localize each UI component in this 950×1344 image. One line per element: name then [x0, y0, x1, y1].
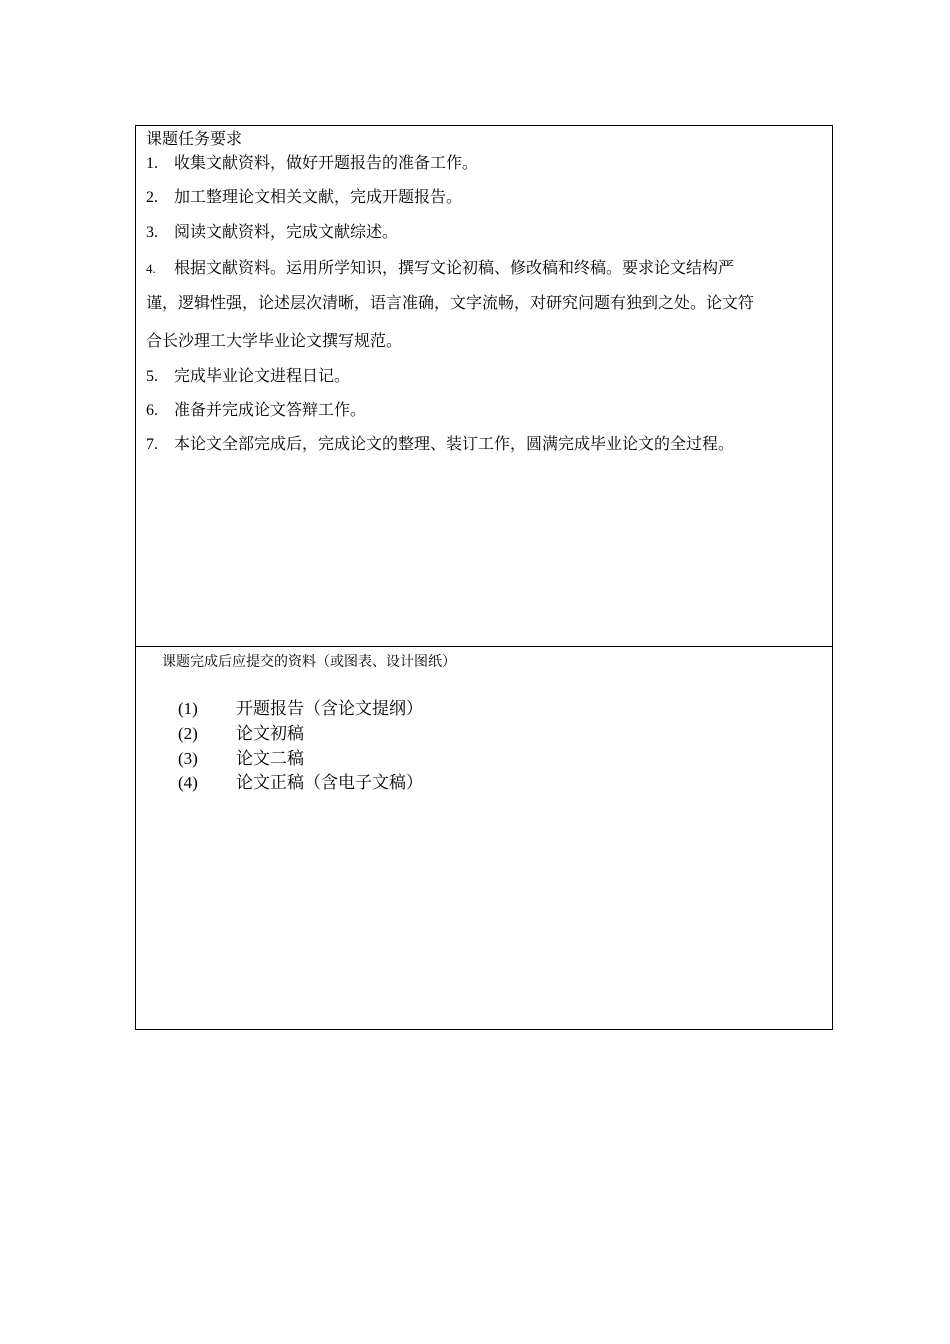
deliverables-heading: 课题完成后应提交的资料（或图表、设计图纸） [162, 654, 456, 670]
deliverable-text: 论文正稿（含电子文稿） [236, 773, 423, 793]
deliverable-text: 论文初稿 [236, 724, 304, 744]
requirement-number: 3. [146, 224, 158, 241]
requirement-item-4-line-2 [146, 293, 754, 313]
deliverable-item-1 [178, 698, 423, 720]
requirement-number: 4. [146, 261, 156, 276]
deliverable-number: (4) [178, 773, 198, 792]
requirement-number: 5. [146, 368, 158, 385]
deliverable-item-3 [178, 748, 304, 770]
deliverables-cell [136, 647, 832, 1029]
requirement-text: 收集文献资料，做好开题报告的准备工作。 [174, 153, 479, 172]
deliverable-number: (3) [178, 749, 198, 768]
task-requirements-cell [136, 126, 832, 647]
requirement-item-4-line-3 [146, 331, 402, 351]
requirement-text: 加工整理论文相关文献，完成开题报告。 [174, 187, 463, 206]
deliverable-number: (2) [178, 724, 198, 743]
requirement-item-5 [146, 366, 350, 387]
requirement-text: 准备并完成论文答辩工作。 [174, 400, 367, 419]
deliverable-item-2 [178, 723, 304, 745]
task-requirements-heading: 课题任务要求 [146, 129, 243, 148]
requirement-item-6 [146, 400, 366, 421]
deliverable-text: 论文二稿 [236, 749, 304, 769]
requirement-text: 阅读文献资料，完成文献综述。 [174, 222, 399, 241]
requirement-item-4-line-1 [146, 258, 734, 279]
requirement-number: 1. [146, 155, 158, 172]
requirement-text: 完成毕业论文进程日记。 [174, 366, 351, 385]
deliverable-item-4 [178, 772, 423, 794]
requirement-number: 2. [146, 189, 158, 206]
requirement-text-line-3: 合长沙理工大学毕业论文撰写规范。 [146, 331, 403, 350]
requirement-item-1 [146, 153, 478, 174]
requirement-number: 6. [146, 402, 158, 419]
requirement-text: 本论文全部完成后，完成论文的整理、装订工作，圆满完成毕业论文的全过程。 [174, 434, 735, 453]
task-table [135, 125, 833, 1030]
deliverable-number: (1) [178, 699, 198, 718]
requirement-text-line-1: 根据文献资料。运用所学知识，撰写文论初稿、修改稿和终稿。要求论文结构严 [174, 258, 735, 277]
requirement-item-7 [146, 434, 734, 455]
deliverable-text: 开题报告（含论文提纲） [236, 699, 423, 719]
requirement-number: 7. [146, 436, 158, 453]
requirement-text-line-2: 谨，逻辑性强，论述层次清晰，语言准确，文字流畅，对研究问题有独到之处。论文符 [146, 293, 755, 312]
requirement-item-3 [146, 222, 398, 243]
requirement-item-2 [146, 187, 462, 208]
